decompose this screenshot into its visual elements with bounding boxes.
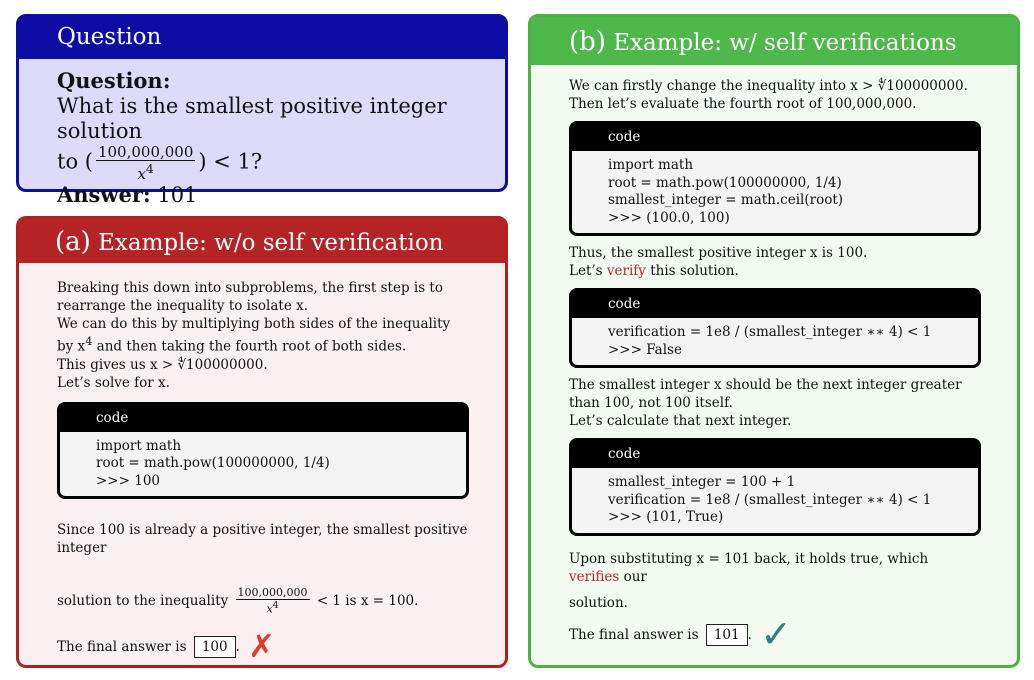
panel-a-title: Example: w/o self verification xyxy=(98,230,444,256)
panel-b-p4-suffix: this solution. xyxy=(645,263,739,279)
panel-a-p2-text: We can do this by multiplying both sides of the inequality by x xyxy=(57,316,451,355)
panel-a-p6 xyxy=(57,587,469,616)
code-line: >>> (100.0, 100) xyxy=(608,209,730,226)
code-line: >>> (101, True) xyxy=(608,509,724,525)
panel-b-code3-header: code xyxy=(572,441,978,468)
panel-a-code-header: code xyxy=(60,405,466,432)
panel-a-p6-suffix: < 1 is x = 100. xyxy=(312,592,419,609)
panel-b-p2: Then let’s evaluate the fourth root of 100,000,000. xyxy=(569,96,917,112)
code-line: >>> 100 xyxy=(96,472,160,489)
panel-b-answer-box: 101 xyxy=(706,624,748,646)
code-line: import math xyxy=(608,157,694,173)
panel-b-p4-prefix: Let’s xyxy=(569,263,607,279)
verify-highlight: verify xyxy=(606,263,646,279)
panel-a-final-answer: The final answer is 100 . ✗ xyxy=(57,626,276,665)
panel-b-with-verification xyxy=(528,14,1020,668)
cross-mark-icon: ✗ xyxy=(248,626,276,665)
panel-a-p4: Let’s solve for x. xyxy=(57,374,170,391)
panel-b-code2-body xyxy=(572,318,978,365)
check-mark-icon: ✓ xyxy=(760,611,793,656)
panel-b-p3: Thus, the smallest positive integer x is 100. xyxy=(569,245,868,261)
panel-a-code-body xyxy=(60,432,466,497)
panel-a-p2-exp: 4 xyxy=(85,335,93,348)
panel-a-frac-exp: 4 xyxy=(272,600,279,611)
panel-a-code-block xyxy=(57,402,469,500)
panel-b-p7 xyxy=(569,550,981,586)
panel-a-header xyxy=(19,219,505,263)
panel-a-body xyxy=(19,263,505,665)
panel-a-p2-end: and then taking the fourth root of both sides. xyxy=(92,338,407,355)
panel-a-p2 xyxy=(57,315,469,356)
question-text-line2 xyxy=(57,144,505,182)
panel-b-code-block-3 xyxy=(569,438,981,536)
question-frac-exp: 4 xyxy=(145,161,154,176)
panel-b-header xyxy=(531,17,1017,65)
panel-a-without-verification xyxy=(16,216,508,668)
verifies-highlight: verifies xyxy=(569,568,620,585)
code-line: import math xyxy=(96,437,182,454)
question-frac-num: 100,000,000 xyxy=(97,143,194,161)
question-frac-den: x xyxy=(137,165,146,183)
panel-b-p1: We can firstly change the inequality into x > ∜100000000. xyxy=(569,78,968,94)
question-text-line1: What is the smallest positive integer solution xyxy=(57,94,447,143)
panel-b-p4 xyxy=(569,262,981,280)
code-line: smallest_integer = math.ceil(root) xyxy=(608,192,844,208)
question-text-suffix: ) < 1? xyxy=(198,149,263,174)
code-line: root = math.pow(100000000, 1/4) xyxy=(608,174,842,191)
panel-b-body xyxy=(531,65,1017,656)
panel-a-p3: This gives us x > ∜100000000. xyxy=(57,356,268,373)
panel-b-final-label: The final answer is xyxy=(569,626,699,643)
panel-b-code3-body xyxy=(572,468,978,533)
panel-b-title: Example: w/ self verifications xyxy=(613,30,957,56)
panel-a-frac-den: x xyxy=(266,602,273,616)
question-panel xyxy=(16,14,508,207)
question-fraction xyxy=(96,144,195,182)
panel-a-fraction xyxy=(236,587,310,616)
panel-b-code2-header: code xyxy=(572,291,978,318)
panel-b-p7-end: solution. xyxy=(569,594,628,611)
panel-a-p1: Breaking this down into subproblems, the first step is to rearrange the inequality to isolate x. xyxy=(57,280,443,314)
panel-a-final-label: The final answer is xyxy=(57,638,187,655)
panel-a-answer-box: 100 xyxy=(194,636,236,658)
code-line: verification = 1e8 / (smallest_integer ∗∗ 4) < 1 xyxy=(608,324,932,340)
panel-b-p5: The smallest integer x should be the next integer greater than 100, not 100 itself. xyxy=(569,377,962,411)
panel-b-final-answer: The final answer is 101 . ✓ xyxy=(569,611,793,656)
panel-a-frac-num: 100,000,000 xyxy=(237,586,308,599)
question-header: Question xyxy=(19,17,505,59)
panel-b-code-block-2 xyxy=(569,288,981,368)
panel-b-code-block-1 xyxy=(569,121,981,236)
panel-a-p6-prefix: solution to the inequality xyxy=(57,592,233,609)
code-line: smallest_integer = 100 + 1 xyxy=(608,474,796,490)
question-text-prefix: to ( xyxy=(57,149,93,174)
answer-label: Answer: xyxy=(57,182,151,207)
panel-a-p5: Since 100 is already a positive integer, the smallest positive integer xyxy=(57,522,468,556)
code-line: verification = 1e8 / (smallest_integer ∗∗ 4) < 1 xyxy=(608,491,932,508)
question-label: Question: xyxy=(57,68,171,93)
panel-b-letter: (b) xyxy=(569,27,606,57)
panel-b-code1-header: code xyxy=(572,124,978,151)
code-line: root = math.pow(100000000, 1/4) xyxy=(96,455,330,471)
code-line: >>> False xyxy=(608,341,682,358)
panel-b-p7-suffix: our xyxy=(619,568,647,585)
answer-value: 101 xyxy=(157,183,198,207)
panel-a-letter: (a) xyxy=(55,227,91,257)
panel-b-code1-body xyxy=(572,151,978,233)
question-body xyxy=(19,59,505,208)
panel-b-p6: Let’s calculate that next integer. xyxy=(569,413,792,429)
panel-b-p7-prefix: Upon substituting x = 101 back, it holds true, which xyxy=(569,550,929,567)
